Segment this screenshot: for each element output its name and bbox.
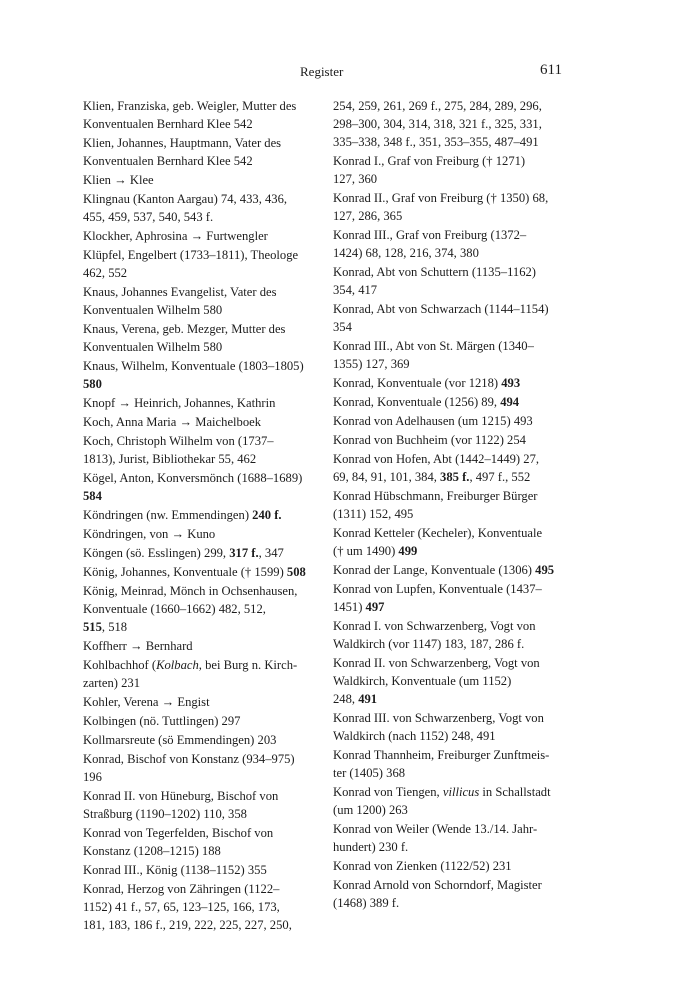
index-entry [333, 876, 567, 912]
index-entry-line: 196 [83, 770, 102, 784]
index-entry-line: Klingnau (Kanton Aargau) 74, 433, 436, [83, 192, 288, 206]
index-entry-line: 335–338, 348 f., 351, 353–355, 487–491 [333, 135, 539, 149]
index-entry-line: Waldkirch (nach 1152) 248, 491 [333, 729, 496, 743]
index-entry-line: Klockher, Aphrosina → Furtwengler [83, 229, 268, 243]
index-entry-line: 354 [333, 320, 352, 334]
index-entry-line: 127, 286, 365 [333, 209, 403, 223]
index-entry-line: 584 [83, 489, 102, 503]
index-entry-line: Konrad II., Graf von Freiburg († 1350) 68, [333, 191, 549, 205]
index-entry-line: Konrad III., Graf von Freiburg (1372– [333, 228, 527, 242]
index-entry-line: Waldkirch (vor 1147) 183, 187, 286 f. [333, 637, 525, 651]
index-entry-line: Konrad der Lange, Konventuale (1306) 495 [333, 563, 555, 577]
index-entry [83, 246, 317, 282]
running-head: Register [300, 64, 344, 79]
index-entry-line: (um 1200) 263 [333, 803, 408, 817]
index-entry-line: Knaus, Verena, geb. Mezger, Mutter des [83, 322, 286, 336]
index-entry [83, 171, 317, 189]
index-entry-line: Konrad Arnold von Schorndorf, Magister [333, 878, 542, 892]
index-entry-line: Konrad von Adelhausen (um 1215) 493 [333, 414, 533, 428]
index-entry [83, 469, 317, 505]
index-entry [83, 525, 317, 543]
index-entry [333, 412, 567, 430]
index-entry [83, 787, 317, 823]
index-entry-line: Konrad III., König (1138–1152) 355 [83, 863, 267, 877]
index-entry-line: Konrad Thannheim, Freiburger Zunftmeis- [333, 748, 550, 762]
index-entry [333, 393, 567, 411]
index-entry-line: Konventualen Bernhard Klee 542 [83, 154, 253, 168]
index-entry-line: 69, 84, 91, 101, 384, 385 f., 497 f., 552 [333, 470, 531, 484]
index-entry-line: Konventualen Wilhelm 580 [83, 303, 223, 317]
index-entry-line: Konrad von Buchheim (vor 1122) 254 [333, 433, 526, 447]
index-entry [83, 432, 317, 468]
index-entry [333, 97, 567, 151]
page-number: 611 [540, 62, 562, 78]
index-entry [83, 656, 317, 692]
index-entry-line: Kolbingen (nö. Tuttlingen) 297 [83, 714, 241, 728]
index-entry [83, 283, 317, 319]
index-entry [83, 320, 317, 356]
index-entry-line: Knaus, Johannes Evangelist, Vater des [83, 285, 277, 299]
index-entry-line: Koch, Christoph Wilhelm von (1737– [83, 434, 274, 448]
index-entry-line: Straßburg (1190–1202) 110, 358 [83, 807, 247, 821]
index-entry-line: 1424) 68, 128, 216, 374, 380 [333, 246, 479, 260]
index-entry [83, 750, 317, 786]
index-entry [333, 300, 567, 336]
index-entry [83, 357, 317, 393]
index-entry-line: König, Meinrad, Mönch in Ochsenhausen, [83, 584, 298, 598]
index-entry [333, 654, 567, 708]
index-entry-line: zarten) 231 [83, 676, 140, 690]
index-entry-line: Konrad von Weiler (Wende 13./14. Jahr- [333, 822, 538, 836]
index-entry-line: 248, 491 [333, 692, 378, 706]
index-entry [333, 450, 567, 486]
index-entry [333, 561, 567, 579]
index-entry-line: Konrad III. von Schwarzenberg, Vogt von [333, 711, 544, 725]
index-entry-line: Klüpfel, Engelbert (1733–1811), Theologe [83, 248, 299, 262]
index-entry-line: hundert) 230 f. [333, 840, 409, 854]
index-entry-line: Konrad von Tiengen, villicus in Schallstadt [333, 785, 551, 799]
index-entry-line: 254, 259, 261, 269 f., 275, 284, 289, 296, [333, 99, 542, 113]
index-entry-line: Konrad von Lupfen, Konventuale (1437– [333, 582, 542, 596]
index-entry-line: Konrad I. von Schwarzenberg, Vogt von [333, 619, 536, 633]
index-entry-line: 181, 183, 186 f., 219, 222, 225, 227, 250, [83, 918, 292, 932]
index-entry-line: Klien → Klee [83, 173, 154, 187]
index-entry-line: Koffherr → Bernhard [83, 639, 193, 653]
index-entry-line: (1311) 152, 495 [333, 507, 414, 521]
index-entry-line: Konrad, Herzog von Zähringen (1122– [83, 882, 280, 896]
index-entry-line: Konrad von Zienken (1122/52) 231 [333, 859, 512, 873]
index-entry-line: († um 1490) 499 [333, 544, 418, 558]
index-entry [83, 693, 317, 711]
index-entry [333, 374, 567, 392]
index-entry-line: Konrad von Tegerfelden, Bischof von [83, 826, 274, 840]
index-entry-line: Konrad, Konventuale (vor 1218) 493 [333, 376, 521, 390]
index-entry-line: 462, 552 [83, 266, 128, 280]
index-entry-line: Konrad Ketteler (Kecheler), Konventuale [333, 526, 543, 540]
index-entry-line: Kohlbachhof (Kolbach, bei Burg n. Kirch- [83, 658, 298, 672]
index-column-right [333, 97, 567, 913]
index-entry [83, 394, 317, 412]
index-entry [83, 637, 317, 655]
index-entry [333, 226, 567, 262]
index-entry-line: Konrad, Bischof von Konstanz (934–975) [83, 752, 295, 766]
index-entry-line: Konrad, Abt von Schuttern (1135–1162) [333, 265, 536, 279]
index-entry [83, 97, 317, 133]
index-entry-line: Knaus, Wilhelm, Konventuale (1803–1805) [83, 359, 304, 373]
index-entry-line: Kögel, Anton, Konversmönch (1688–1689) [83, 471, 303, 485]
index-entry-line: Konrad I., Graf von Freiburg († 1271) [333, 154, 526, 168]
index-entry-line: Konrad III., Abt von St. Märgen (1340– [333, 339, 534, 353]
index-entry [83, 190, 317, 226]
index-entry-line: Konventualen Wilhelm 580 [83, 340, 223, 354]
index-entry-line: Klien, Franziska, geb. Weigler, Mutter des [83, 99, 297, 113]
index-entry-line: Kohler, Verena → Engist [83, 695, 210, 709]
index-entry-line: Konrad Hübschmann, Freiburger Bürger [333, 489, 538, 503]
index-entry-line: Konventualen Bernhard Klee 542 [83, 117, 253, 131]
index-entry-line: Konrad, Abt von Schwarzach (1144–1154) [333, 302, 549, 316]
index-column-left [83, 97, 317, 935]
index-entry [333, 263, 567, 299]
index-entry [333, 524, 567, 560]
index-entry [83, 134, 317, 170]
index-entry-line: Konrad, Konventuale (1256) 89, 494 [333, 395, 520, 409]
index-entry-line: 354, 417 [333, 283, 378, 297]
index-entry [333, 617, 567, 653]
index-entry-line: 1355) 127, 369 [333, 357, 410, 371]
index-entry-line: Köndringen (nw. Emmendingen) 240 f. [83, 508, 282, 522]
index-entry-line: Waldkirch, Konventuale (um 1152) [333, 674, 512, 688]
index-entry [333, 783, 567, 819]
index-entry-line: 1152) 41 f., 57, 65, 123–125, 166, 173, [83, 900, 280, 914]
index-entry-line: 580 [83, 377, 102, 391]
index-entry-line: 298–300, 304, 314, 318, 321 f., 325, 331, [333, 117, 542, 131]
index-entry [333, 580, 567, 616]
index-entry [83, 712, 317, 730]
index-entry-line: Klien, Johannes, Hauptmann, Vater des [83, 136, 282, 150]
index-entry-line: ter (1405) 368 [333, 766, 406, 780]
index-entry [83, 506, 317, 524]
index-entry [83, 544, 317, 562]
index-entry [333, 431, 567, 449]
index-entry-line: Köngen (sö. Esslingen) 299, 317 f., 347 [83, 546, 284, 560]
index-entry-line: 127, 360 [333, 172, 378, 186]
index-entry [83, 880, 317, 934]
index-entry [83, 582, 317, 636]
index-entry-line: 1813), Jurist, Bibliothekar 55, 462 [83, 452, 257, 466]
index-entry [333, 857, 567, 875]
index-entry [333, 820, 567, 856]
index-entry [83, 861, 317, 879]
index-entry-line: (1468) 389 f. [333, 896, 400, 910]
index-entry-line: Konventuale (1660–1662) 482, 512, [83, 602, 266, 616]
index-entry [333, 337, 567, 373]
index-entry [83, 563, 317, 581]
index-entry [83, 824, 317, 860]
index-entry-line: 455, 459, 537, 540, 543 f. [83, 210, 214, 224]
index-entry-line: König, Johannes, Konventuale († 1599) 508 [83, 565, 306, 579]
index-entry-line: Konrad II. von Hüneburg, Bischof von [83, 789, 279, 803]
index-entry [83, 227, 317, 245]
index-entry-line: Koch, Anna Maria → Maichelboek [83, 415, 262, 429]
index-entry-line: Konrad II. von Schwarzenberg, Vogt von [333, 656, 540, 670]
index-entry [333, 746, 567, 782]
index-entry-line: 515, 518 [83, 620, 128, 634]
index-entry [333, 709, 567, 745]
index-entry-line: Köndringen, von → Kuno [83, 527, 216, 541]
index-entry [333, 152, 567, 188]
index-entry [83, 731, 317, 749]
index-entry [333, 189, 567, 225]
index-entry-line: Knopf → Heinrich, Johannes, Kathrin [83, 396, 276, 410]
index-entry-line: Konrad von Hofen, Abt (1442–1449) 27, [333, 452, 540, 466]
index-entry-line: Kollmarsreute (sö Emmendingen) 203 [83, 733, 277, 747]
index-entry-line: 1451) 497 [333, 600, 385, 614]
index-entry [83, 413, 317, 431]
index-entry [333, 487, 567, 523]
index-entry-line: Konstanz (1208–1215) 188 [83, 844, 221, 858]
